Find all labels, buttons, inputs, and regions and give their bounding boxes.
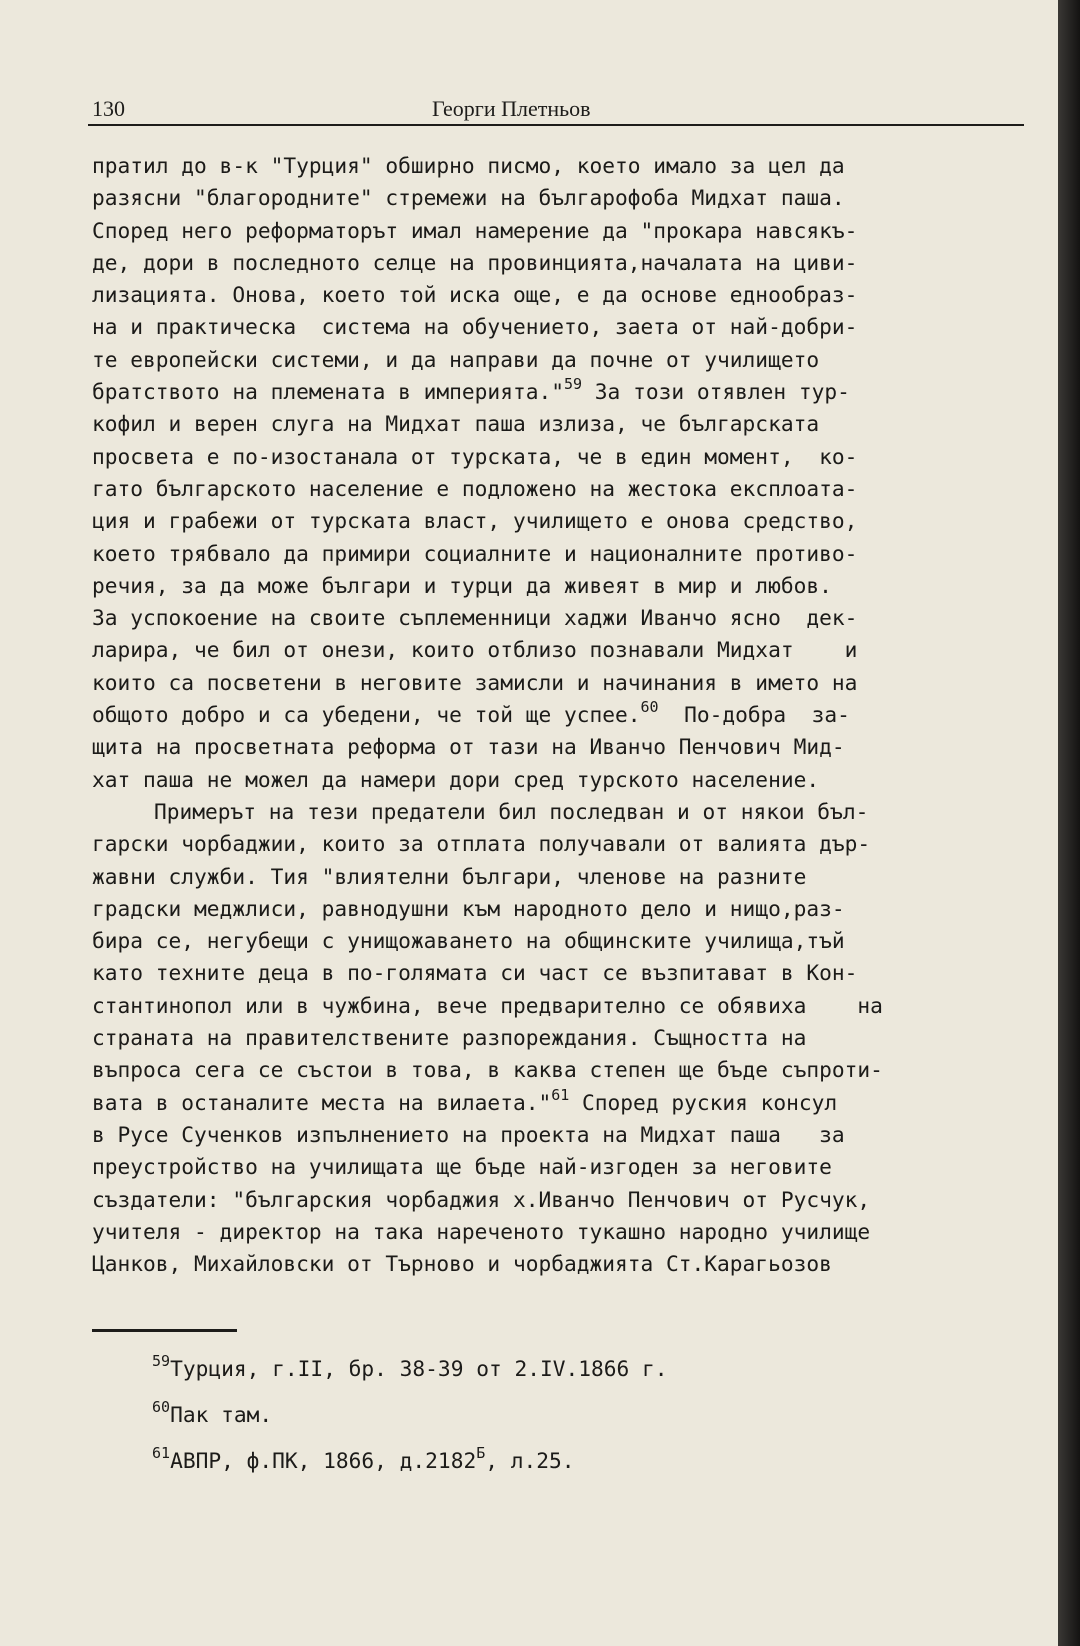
footnote: $^{60}$Пак там. bbox=[152, 1398, 273, 1427]
text-line: разясни "благородните" стремежи на българофоба Мидхат паша. bbox=[92, 185, 845, 211]
text-line: пратил до в-к "Турция" обширно писмо, което имало за цел да bbox=[92, 153, 845, 178]
text-line: учителя - директор на така нареченото тукашно народно училище bbox=[92, 1218, 871, 1244]
text-line: на и практическа система на обучението, заета от най-добри- bbox=[92, 314, 858, 340]
text-line: градски меджлиси, равнодушни към народното дело и нищо,раз- bbox=[92, 895, 845, 921]
text-line: За успокоение на своите съплеменници хаджи Иванчо ясно дек- bbox=[92, 605, 858, 631]
running-header bbox=[88, 96, 1028, 126]
footnote: $^{59}$Турция, г.II, бр. 38-39 от 2.IV.1866 г. bbox=[152, 1352, 668, 1381]
footnote-number: 61 bbox=[152, 1444, 171, 1462]
footnote-number: 60 bbox=[152, 1398, 171, 1416]
body-text bbox=[92, 150, 1028, 1280]
text-line: братството на племената в империята."$^{59}$ За този отявлен тур- bbox=[92, 375, 850, 405]
footnote-reference: 60 bbox=[640, 698, 659, 717]
text-line: ларира, че бил от онези, които отблизо познавали Мидхат и bbox=[92, 637, 858, 663]
text-line: ция и грабежи от турската власт, училището е онова средство, bbox=[92, 508, 858, 534]
footnote-reference: 61 bbox=[551, 1085, 570, 1104]
page-number: 130 bbox=[92, 96, 125, 121]
text-line: лизацията. Онова, което той иска още, е да основе еднообраз- bbox=[92, 282, 858, 308]
text-line: кофил и верен слуга на Мидхат паша излиза, че българската bbox=[92, 411, 820, 437]
text-line: Цанков, Михайловски от Търново и чорбаджията Ст.Карагьозов bbox=[92, 1251, 832, 1277]
footnote-reference: 59 bbox=[563, 375, 583, 394]
text-line: те европейски системи, и да направи да почне от училището bbox=[92, 346, 820, 372]
text-line: просвета е по-изостанала от турската, че в един момент, ко- bbox=[92, 443, 858, 469]
text-line: общото добро и са убедени, че той ще успее.$^{60}$ По-добра за- bbox=[92, 698, 850, 728]
text-line: като техните деца в по-голямата си част се възпитават в Кон- bbox=[92, 960, 858, 986]
text-line: хат паша не можел да намери дори сред турското население. bbox=[92, 766, 820, 792]
text-line: преустройство на училищата ще бъде най-изгоден за неговите bbox=[92, 1154, 832, 1180]
footnotes bbox=[152, 1346, 668, 1484]
text-line: въпроса сега се състои в това, в каква степен ще бъде съпроти- bbox=[92, 1057, 883, 1083]
text-line: вата в останалите места на вилаета."$^{61}$ Според руския консул bbox=[92, 1085, 838, 1115]
text-line: де, дори в последното селце на провинцията,началата на циви- bbox=[92, 249, 858, 275]
text-line: бира се, негубещи с унищожаването на общинските училища,тъй bbox=[92, 928, 845, 954]
text-line: които са посветени в неговите замисли и начинания в името на bbox=[92, 669, 858, 695]
text-line: Примерът на тези предатели бил последван и от някои бъл- bbox=[154, 798, 869, 824]
book-binding-edge bbox=[1058, 0, 1080, 1646]
text-line: създатели: "българския чорбаджия х.Иванчо Пенчович от Русчук, bbox=[92, 1186, 871, 1212]
text-line: щита на просветната реформа от тази на Иванчо Пенчович Мид- bbox=[92, 734, 845, 760]
text-line: стантинопол или в чужбина, вече предварително се обявиха на bbox=[92, 992, 883, 1018]
text-line: речия, за да може българи и турци да живеят в мир и любов. bbox=[92, 572, 832, 598]
footnote: $^{61}$АВПР, ф.ПК, 1866, $д.2182^Б$, л.25. bbox=[152, 1444, 575, 1473]
text-line: страната на правителствените разпореждания. Същността на bbox=[92, 1025, 807, 1051]
footnote-number: 59 bbox=[152, 1352, 171, 1370]
text-line: жавни служби. Тия "влиятелни българи, членове на разните bbox=[92, 863, 807, 889]
text-line: гарски чорбаджии, които за отплата получавали от валията дър- bbox=[92, 831, 871, 857]
text-line: в Русе Сученков изпълнението на проекта на Мидхат паша за bbox=[92, 1121, 845, 1147]
text-line: което трябвало да примири социалните и националните противо- bbox=[92, 540, 858, 566]
header-rule bbox=[88, 124, 1024, 126]
footnote-separator bbox=[92, 1329, 237, 1332]
text-line: гато българското население е подложено на жестока експлоата- bbox=[92, 475, 858, 501]
text-line: Според него реформаторът имал намерение да "прокара навсякъ- bbox=[92, 217, 858, 243]
running-header-author: Георги Плетньов bbox=[432, 96, 591, 121]
